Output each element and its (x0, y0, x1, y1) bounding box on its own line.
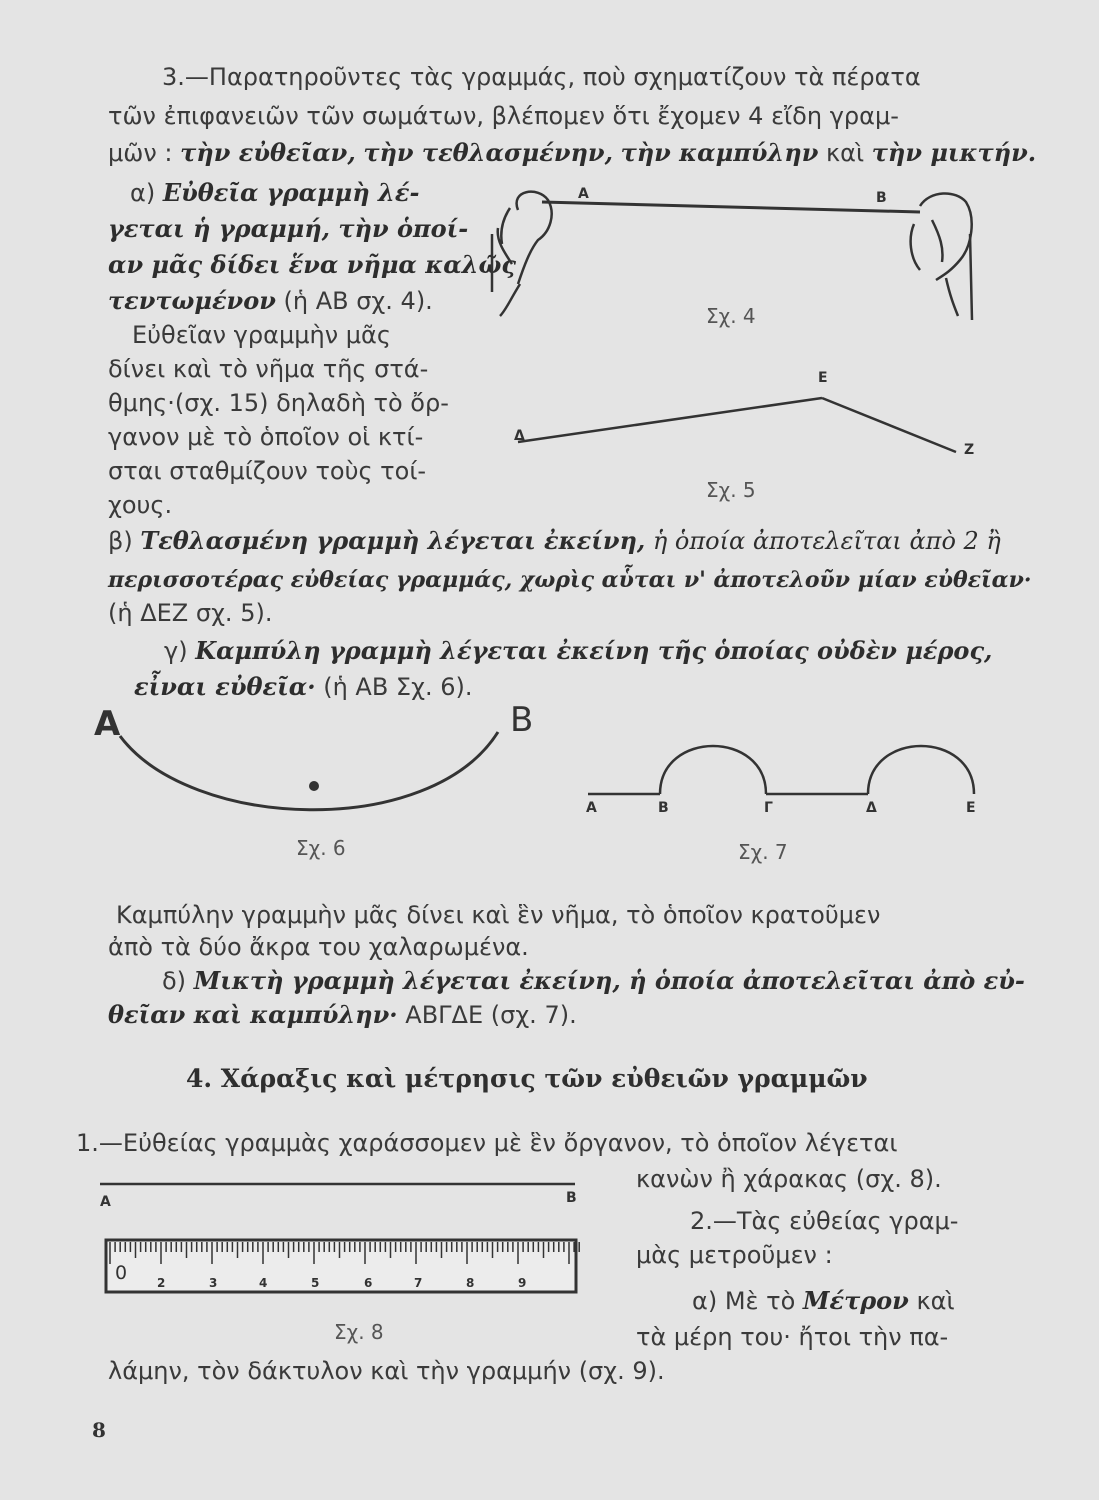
term-metre: Μέτρον (802, 1286, 909, 1315)
term: εἶναι εὐθεῖα· (134, 672, 316, 701)
text: (ἡ ΑΒ Σχ. 6). (323, 673, 473, 701)
term-curved: τὴν καμπύλην (620, 138, 819, 167)
text: μῶν : (108, 139, 173, 167)
fig5-label-z: Ζ (964, 442, 975, 458)
ruler (104, 1238, 580, 1296)
fig8-label-a: Α (100, 1194, 111, 1210)
para-a-line2: γεται ἡ γραμμή, τὴν ὁποί- (108, 214, 469, 243)
ruler-number: 2 (157, 1276, 166, 1290)
text: γ) (164, 637, 188, 665)
section3-line1: 3.—Παρατηροῦντες τὰς γραμμάς, ποὺ σχηματίζουν τὰ πέρατα (162, 63, 921, 91)
term-broken: τὴν τεθλασμένην, (363, 138, 613, 167)
para-c-line2 (134, 672, 472, 702)
fig6-caption: Σχ. 6 (296, 836, 346, 860)
fig5-label-d: Δ (514, 428, 525, 444)
fig7-caption: Σχ. 7 (738, 840, 788, 864)
figure-7 (580, 740, 980, 810)
fig7-label-b: Β (658, 800, 669, 816)
text: καὶ (826, 139, 865, 167)
fig7-label-d: Δ (866, 800, 877, 816)
text: ἡ ὁποία ἀποτελεῖται ἀπὸ 2 ἢ (652, 527, 1001, 555)
term: τεντωμένον (108, 286, 276, 315)
fig5-label-e: Ε (818, 370, 828, 386)
ruler-number: 7 (414, 1276, 423, 1290)
text: δ) (162, 967, 187, 995)
term: θεῖαν καὶ καμπύλην· (108, 1000, 398, 1029)
section3-line3 (108, 138, 1036, 168)
fig6-label-b: Β (510, 700, 534, 740)
fig4-label-a: Α (578, 186, 589, 202)
term-straight: τὴν εὐθεῖαν, (180, 138, 356, 167)
fig4-caption: Σχ. 4 (706, 304, 756, 328)
term: Εὐθεῖα γραμμὴ λέ- (162, 178, 420, 207)
page-number: 8 (92, 1418, 106, 1442)
text: β) (108, 527, 133, 555)
para-a-line1 (130, 178, 419, 208)
para-a-line5: Εὐθεῖαν γραμμὴν μᾶς (132, 321, 391, 349)
section4-line2: κανὼν ἢ χάρακας (σχ. 8). (636, 1165, 942, 1193)
ruler-number: 9 (518, 1276, 527, 1290)
para-a-line7: θμης·(σχ. 15) δηλαδὴ τὸ ὄρ- (108, 389, 449, 417)
para-after7-line2: ἀπὸ τὰ δύο ἄκρα του χαλαρωμένα. (108, 933, 529, 961)
para-a-line3: αν μᾶς δίδει ἕνα νῆμα καλῶς (108, 250, 516, 279)
figure-6 (100, 700, 520, 840)
section3-line2: τῶν ἐπιφανειῶν τῶν σωμάτων, βλέπομεν ὅτι ἔχομεν 4 εἴδη γραμ- (108, 102, 899, 130)
ruler-number: 3 (209, 1276, 218, 1290)
para-b-line1 (108, 526, 1001, 556)
para-a-line6: δίνει καὶ τὸ νῆμα τῆς στά- (108, 355, 429, 383)
para-a-line9: σται σταθμίζουν τοὺς τοί- (108, 457, 427, 485)
section4-line4: μὰς μετροῦμεν : (636, 1241, 833, 1269)
fig8-caption: Σχ. 8 (334, 1320, 384, 1344)
fig5-caption: Σχ. 5 (706, 478, 756, 502)
section4-line6: τὰ μέρη του· ἤτοι τὴν πα- (636, 1323, 949, 1351)
fig7-label-g: Γ (764, 800, 773, 816)
para-d-line1 (162, 966, 1025, 996)
section4-line1: 1.—Εὐθείας γραμμὰς χαράσσομεν μὲ ἓν ὄργανον, τὸ ὁποῖον λέγεται (76, 1129, 898, 1157)
para-b-line2: περισσοτέρας εὐθείας γραμμάς, χωρὶς αὗται ν' ἀποτελοῦν μίαν εὐθεῖαν· (108, 567, 1032, 593)
ruler-number: 0 (115, 1262, 128, 1284)
text: (ἡ ΑΒ σχ. 4). (283, 287, 433, 315)
term: Μικτὴ γραμμὴ λέγεται ἐκείνη, ἡ ὁποία ἀποτελεῖται ἀπὸ εὐ- (193, 966, 1025, 995)
para-d-line2 (108, 1000, 577, 1030)
term-mixed: τὴν μικτήν. (871, 138, 1037, 167)
text: α) (130, 179, 156, 207)
fig7-label-e: Ε (966, 800, 976, 816)
para-a-line8: γανον μὲ τὸ ὁποῖον οἱ κτί- (108, 423, 424, 451)
para-a-line10: χους. (108, 491, 173, 519)
section-heading: 4. Χάραξις καὶ μέτρησις τῶν εὐθειῶν γραμμῶν (186, 1064, 868, 1093)
section4-line5 (692, 1286, 955, 1316)
ruler-number: 6 (364, 1276, 373, 1290)
figure-5 (510, 380, 970, 470)
para-c-line1 (164, 636, 992, 666)
text: καὶ (916, 1287, 955, 1315)
fig6-label-a: Α (94, 704, 121, 744)
para-b-line3: (ἡ ΔΕΖ σχ. 5). (108, 599, 273, 627)
para-a-line4 (108, 286, 433, 316)
fig4-label-b: Β (876, 190, 887, 206)
figure-8-line (100, 1180, 580, 1190)
fig8-label-b: Β (566, 1190, 577, 1206)
ruler-number: 5 (311, 1276, 320, 1290)
text: α) Μὲ τὸ (692, 1287, 796, 1315)
term: Τεθλασμένη γραμμὴ λέγεται ἐκείνη, (140, 526, 646, 555)
section4-line3: 2.—Τὰς εὐθείας γραμ- (690, 1207, 959, 1235)
term: Καμπύλη γραμμὴ λέγεται ἐκείνη τῆς ὁποίας οὐδὲν μέρος, (195, 636, 993, 665)
ruler-number: 4 (259, 1276, 268, 1290)
para-after7-line1: Καμπύλην γραμμὴν μᾶς δίνει καὶ ἓν νῆμα, τὸ ὁποῖον κρατοῦμεν (116, 901, 881, 929)
fig7-label-a: Α (586, 800, 597, 816)
text: ΑΒΓΔΕ (σχ. 7). (405, 1001, 577, 1029)
ruler-number: 8 (466, 1276, 475, 1290)
section4-line7: λάμην, τὸν δάκτυλον καὶ τὴν γραμμήν (σχ. 9). (108, 1357, 665, 1385)
